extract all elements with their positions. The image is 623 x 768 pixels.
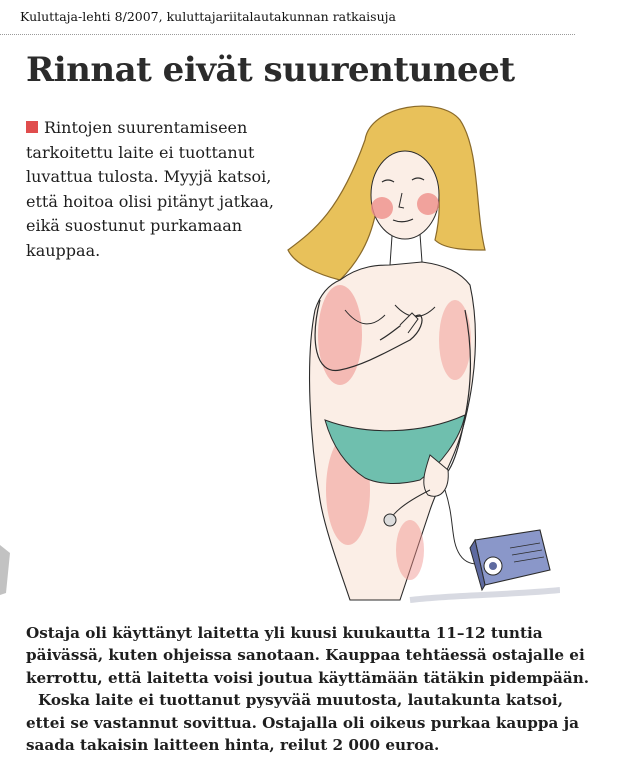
article-body	[26, 622, 606, 756]
article-lead	[26, 116, 296, 263]
dotted-divider	[0, 34, 575, 35]
lead-text: Rintojen suurentamiseen tarkoitettu laite ei tuottanut luvattua tulosta. Myyjä katsoi, että hoitoa olisi pitänyt jatkaa, eikä suostunut purkamaan kauppaa.	[26, 118, 274, 260]
woman-with-breast-enlargement-device-icon	[270, 100, 560, 610]
page-edge-shadow	[0, 545, 16, 595]
source-caption: Kuluttaja-lehti 8/2007, kuluttajariitalautakunnan ratkaisuja	[20, 9, 396, 24]
body-paragraph: Koska laite ei tuottanut pysyvää muutosta, lautakunta katsoi, ettei se vastannut sovittua. Ostajalla oli oikeus purkaa kauppa ja saada takaisin laitteen hinta, reilut 2 000 euroa.	[26, 691, 580, 755]
body-paragraph: Ostaja oli käyttänyt laitetta yli kuusi kuukautta 11–12 tuntia päivässä, kuten ohjeissa sanotaan. Kauppaa tehtäessä ostajalle ei kerrottu, että laitetta voisi joutua käyttämään tätäkin pidempään.	[26, 624, 590, 687]
red-square-bullet-icon	[26, 121, 38, 133]
article-headline: Rinnat eivät suurentuneet	[26, 50, 515, 90]
